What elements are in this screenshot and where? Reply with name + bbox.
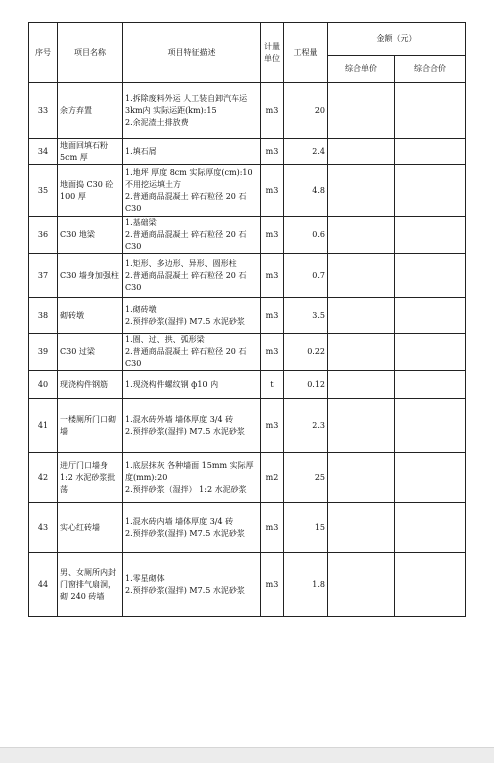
row-item-description: 1.底层抹灰 各种墙面 15mm 实际厚度(mm):20 2.预拌砂浆（湿拌） 1:2 水泥砂浆	[123, 453, 261, 503]
row-item-name: 实心红砖墙	[58, 503, 123, 553]
row-seq: 36	[29, 217, 58, 254]
row-unit-price	[328, 371, 395, 399]
row-unit: m3	[261, 503, 284, 553]
table-row	[29, 399, 466, 453]
row-item-description: 1.地坪 厚度 8cm 实际厚度(cm):10 不用挖运填土方 2.普通商品混凝土 碎石粒径 20 石 C30	[123, 165, 261, 217]
row-seq: 39	[29, 334, 58, 371]
row-seq: 42	[29, 453, 58, 503]
row-total-price	[395, 553, 466, 617]
row-total-price	[395, 298, 466, 334]
row-item-description: 1.零星砌体 2.预拌砂浆(湿拌) M7.5 水泥砂浆	[123, 553, 261, 617]
table-row	[29, 371, 466, 399]
row-quantity: 2.4	[284, 139, 328, 165]
bill-of-quantities-table	[28, 22, 466, 617]
row-seq: 34	[29, 139, 58, 165]
header-item-name: 项目名称	[58, 23, 123, 83]
row-quantity: 0.12	[284, 371, 328, 399]
row-item-description: 1.混水砖内墙 墙体厚度 3/4 砖 2.预拌砂浆(湿拌) M7.5 水泥砂浆	[123, 503, 261, 553]
row-quantity: 0.6	[284, 217, 328, 254]
header-total-price: 综合合价	[395, 56, 466, 83]
row-item-name: 地面捣 C30 砼 100 厚	[58, 165, 123, 217]
row-unit: m3	[261, 334, 284, 371]
row-total-price	[395, 139, 466, 165]
table-row	[29, 298, 466, 334]
row-unit-price	[328, 83, 395, 139]
row-seq: 33	[29, 83, 58, 139]
row-item-name: C30 墙身加强柱	[58, 254, 123, 298]
row-quantity: 20	[284, 83, 328, 139]
header-amount: 金额（元）	[328, 23, 466, 56]
row-unit-price	[328, 217, 395, 254]
bottom-scroll-band	[0, 747, 494, 763]
row-seq: 44	[29, 553, 58, 617]
row-quantity: 15	[284, 503, 328, 553]
row-seq: 35	[29, 165, 58, 217]
row-quantity: 0.22	[284, 334, 328, 371]
table-row	[29, 334, 466, 371]
row-item-name: 余方弃置	[58, 83, 123, 139]
row-item-description: 1.圈、过、拱、弧形梁 2.普通商品混凝土 碎石粒径 20 石 C30	[123, 334, 261, 371]
row-seq: 43	[29, 503, 58, 553]
header-quantity: 工程量	[284, 23, 328, 83]
row-item-description: 1.拆除废料外运 人工装自卸汽车运 3km内 实际运距(km):15 2.余泥渣土排放费	[123, 83, 261, 139]
row-total-price	[395, 503, 466, 553]
row-quantity: 2.3	[284, 399, 328, 453]
row-unit-price	[328, 553, 395, 617]
row-total-price	[395, 165, 466, 217]
row-item-name: C30 地梁	[58, 217, 123, 254]
row-item-description: 1.基础梁 2.普通商品混凝土 碎石粒径 20 石 C30	[123, 217, 261, 254]
header-unit: 计量单位	[261, 23, 284, 83]
row-quantity: 25	[284, 453, 328, 503]
row-unit: m3	[261, 254, 284, 298]
row-quantity: 3.5	[284, 298, 328, 334]
table-row	[29, 503, 466, 553]
row-item-name: 进厅门口墙身 1:2 水泥砂浆批荡	[58, 453, 123, 503]
table-row	[29, 453, 466, 503]
row-total-price	[395, 254, 466, 298]
row-unit: m3	[261, 165, 284, 217]
table-row	[29, 139, 466, 165]
row-total-price	[395, 371, 466, 399]
header-item-description: 项目特征描述	[123, 23, 261, 83]
row-seq: 37	[29, 254, 58, 298]
row-total-price	[395, 453, 466, 503]
header-seq: 序号	[29, 23, 58, 83]
row-unit-price	[328, 399, 395, 453]
row-unit: m3	[261, 553, 284, 617]
row-unit: m3	[261, 139, 284, 165]
row-item-description: 1.混水砖外墙 墙体厚度 3/4 砖 2.预拌砂浆(湿拌) M7.5 水泥砂浆	[123, 399, 261, 453]
row-seq: 41	[29, 399, 58, 453]
row-total-price	[395, 334, 466, 371]
row-quantity: 0.7	[284, 254, 328, 298]
row-quantity: 4.8	[284, 165, 328, 217]
row-item-name: 砌砖墩	[58, 298, 123, 334]
row-seq: 40	[29, 371, 58, 399]
row-total-price	[395, 399, 466, 453]
row-quantity: 1.8	[284, 553, 328, 617]
row-unit-price	[328, 254, 395, 298]
row-item-description: 1.矩形、多边形、异形、圆形柱 2.普通商品混凝土 碎石粒径 20 石 C30	[123, 254, 261, 298]
row-item-name: C30 过梁	[58, 334, 123, 371]
table-row	[29, 217, 466, 254]
row-unit-price	[328, 298, 395, 334]
row-unit: m3	[261, 217, 284, 254]
row-unit-price	[328, 139, 395, 165]
row-unit: m3	[261, 83, 284, 139]
row-unit-price	[328, 334, 395, 371]
row-unit-price	[328, 165, 395, 217]
row-total-price	[395, 83, 466, 139]
row-unit: m2	[261, 453, 284, 503]
header-unit-price: 综合单价	[328, 56, 395, 83]
row-item-name: 男、女厕所内封门窗排气扇洞，砌 240 砖墙	[58, 553, 123, 617]
table-row	[29, 553, 466, 617]
row-unit-price	[328, 453, 395, 503]
row-unit: m3	[261, 399, 284, 453]
row-item-name: 地面回填石粉 5cm 厚	[58, 139, 123, 165]
table-row	[29, 254, 466, 298]
row-item-name: 一楼厕所门口砌墙	[58, 399, 123, 453]
row-item-description: 1.砌砖墩 2.预拌砂浆(湿拌) M7.5 水泥砂浆	[123, 298, 261, 334]
row-unit: t	[261, 371, 284, 399]
row-seq: 38	[29, 298, 58, 334]
row-item-name: 现浇构件钢筋	[58, 371, 123, 399]
row-item-description: 1.现浇构件螺纹钢 ф10 内	[123, 371, 261, 399]
row-item-description: 1.填石屑	[123, 139, 261, 165]
row-total-price	[395, 217, 466, 254]
table-row	[29, 165, 466, 217]
table-row	[29, 83, 466, 139]
row-unit: m3	[261, 298, 284, 334]
row-unit-price	[328, 503, 395, 553]
